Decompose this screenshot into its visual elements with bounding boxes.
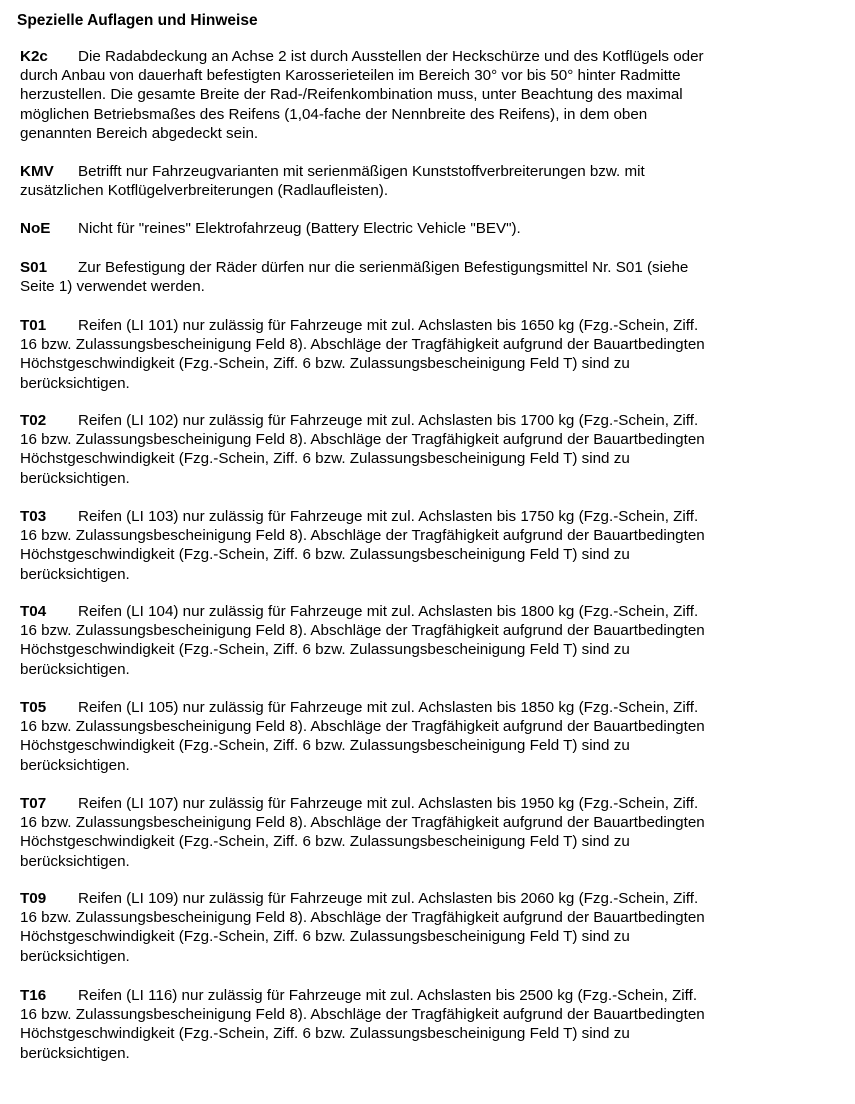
entry-text: Betrifft nur Fahrzeugvarianten mit serienmäßigen Kunststoffverbreiterungen bzw. mit (78, 163, 645, 180)
entry-line (20, 602, 810, 621)
entry-code: T16 (20, 987, 47, 1004)
entry-line: Höchstgeschwindigkeit (Fzg.-Schein, Ziff. 6 bzw. Zulassungsbescheinigung Feld T) sind zu (20, 450, 630, 468)
entry-line: 16 bzw. Zulassungsbescheinigung Feld 8). Abschläge der Tragfähigkeit aufgrund der Bauartbedingten (20, 1006, 705, 1024)
entry-line: herzustellen. Die gesamte Breite der Rad-/Reifenkombination muss, unter Beachtung des maximal (20, 86, 683, 104)
entry-code: S01 (20, 259, 48, 276)
entry-line: Höchstgeschwindigkeit (Fzg.-Schein, Ziff. 6 bzw. Zulassungsbescheinigung Feld T) sind zu (20, 546, 630, 564)
entry-line: durch Anbau von dauerhaft befestigten Karosserieteilen im Bereich 30° vor bis 50° hinter Radmitte (20, 67, 681, 85)
entry-text: Reifen (LI 103) nur zulässig für Fahrzeuge mit zul. Achslasten bis 1750 kg (Fzg.-Schein, Ziff. (78, 508, 699, 525)
entry-line (20, 794, 810, 813)
entry-line (20, 986, 810, 1005)
note-entry-t16 (20, 986, 810, 1063)
entry-line: Höchstgeschwindigkeit (Fzg.-Schein, Ziff. 6 bzw. Zulassungsbescheinigung Feld T) sind zu (20, 928, 630, 946)
entry-line: berücksichtigen. (20, 1044, 130, 1062)
note-entry-t07 (20, 794, 810, 871)
note-entry-t09 (20, 889, 810, 966)
entry-code: T02 (20, 412, 47, 429)
entry-text: Die Radabdeckung an Achse 2 ist durch Ausstellen der Heckschürze und des Kotflügels oder (78, 48, 704, 65)
entry-line: Höchstgeschwindigkeit (Fzg.-Schein, Ziff. 6 bzw. Zulassungsbescheinigung Feld T) sind zu (20, 737, 630, 755)
entry-line: 16 bzw. Zulassungsbescheinigung Feld 8). Abschläge der Tragfähigkeit aufgrund der Bauartbedingten (20, 431, 705, 449)
entry-line: möglichen Betriebsmaßes des Reifens (1,04-fache der Nennbreite des Reifens), in dem oben (20, 105, 648, 123)
entry-line: Seite 1) verwendet werden. (20, 278, 205, 296)
entry-line (20, 507, 810, 526)
note-entry-t03 (20, 507, 810, 584)
entry-line (20, 316, 810, 335)
entry-line (20, 698, 810, 717)
note-entry-t01 (20, 316, 810, 393)
entry-code: T04 (20, 603, 47, 620)
page-heading: Spezielle Auflagen und Hinweise (17, 12, 258, 29)
entry-line: 16 bzw. Zulassungsbescheinigung Feld 8). Abschläge der Tragfähigkeit aufgrund der Bauartbedingten (20, 527, 705, 545)
entry-line: zusätzlichen Kotflügelverbreiterungen (Radlaufleisten). (20, 182, 389, 200)
note-entry-t04 (20, 602, 810, 679)
entry-line: berücksichtigen. (20, 565, 130, 583)
entry-text: Reifen (LI 116) nur zulässig für Fahrzeuge mit zul. Achslasten bis 2500 kg (Fzg.-Schein, Ziff. (78, 987, 698, 1004)
entry-line: 16 bzw. Zulassungsbescheinigung Feld 8). Abschläge der Tragfähigkeit aufgrund der Bauartbedingten (20, 336, 705, 354)
entry-code: K2c (20, 48, 48, 65)
entry-text: Reifen (LI 101) nur zulässig für Fahrzeuge mit zul. Achslasten bis 1650 kg (Fzg.-Schein, Ziff. (78, 317, 699, 334)
entry-code: NoE (20, 220, 51, 237)
entry-code: KMV (20, 163, 54, 180)
entry-code: T07 (20, 795, 47, 812)
entry-line: 16 bzw. Zulassungsbescheinigung Feld 8). Abschläge der Tragfähigkeit aufgrund der Bauartbedingten (20, 622, 705, 640)
entry-line (20, 889, 810, 908)
entry-line (20, 258, 810, 277)
note-entry-s01 (20, 258, 810, 296)
entry-line: 16 bzw. Zulassungsbescheinigung Feld 8). Abschläge der Tragfähigkeit aufgrund der Bauartbedingten (20, 814, 705, 832)
entry-code: T05 (20, 699, 47, 716)
entry-text: Reifen (LI 105) nur zulässig für Fahrzeuge mit zul. Achslasten bis 1850 kg (Fzg.-Schein, Ziff. (78, 699, 699, 716)
entry-line (20, 411, 810, 430)
entry-text: Reifen (LI 107) nur zulässig für Fahrzeuge mit zul. Achslasten bis 1950 kg (Fzg.-Schein, Ziff. (78, 795, 699, 812)
entry-line: 16 bzw. Zulassungsbescheinigung Feld 8). Abschläge der Tragfähigkeit aufgrund der Bauartbedingten (20, 718, 705, 736)
entry-text: Zur Befestigung der Räder dürfen nur die serienmäßigen Befestigungsmittel Nr. S01 (siehe (78, 259, 689, 276)
entry-line (20, 47, 810, 66)
note-entry-t02 (20, 411, 810, 488)
entry-code: T09 (20, 890, 47, 907)
entry-line: Höchstgeschwindigkeit (Fzg.-Schein, Ziff. 6 bzw. Zulassungsbescheinigung Feld T) sind zu (20, 355, 630, 373)
note-entry-k2c (20, 47, 810, 143)
entry-text: Reifen (LI 104) nur zulässig für Fahrzeuge mit zul. Achslasten bis 1800 kg (Fzg.-Schein, Ziff. (78, 603, 699, 620)
entry-line (20, 162, 810, 181)
entry-line: berücksichtigen. (20, 756, 130, 774)
entry-text: Reifen (LI 102) nur zulässig für Fahrzeuge mit zul. Achslasten bis 1700 kg (Fzg.-Schein, Ziff. (78, 412, 699, 429)
note-entry-kmv (20, 162, 810, 200)
entry-line: berücksichtigen. (20, 374, 130, 392)
entry-text: Reifen (LI 109) nur zulässig für Fahrzeuge mit zul. Achslasten bis 2060 kg (Fzg.-Schein, Ziff. (78, 890, 699, 907)
entry-code: T03 (20, 508, 47, 525)
entry-line: 16 bzw. Zulassungsbescheinigung Feld 8). Abschläge der Tragfähigkeit aufgrund der Bauartbedingten (20, 909, 705, 927)
entry-line: berücksichtigen. (20, 947, 130, 965)
entry-line: berücksichtigen. (20, 469, 130, 487)
entry-text: Nicht für "reines" Elektrofahrzeug (Battery Electric Vehicle "BEV"). (78, 220, 521, 237)
entry-code: T01 (20, 317, 47, 334)
note-entry-noe (20, 219, 810, 238)
entry-line: berücksichtigen. (20, 660, 130, 678)
entry-line (20, 219, 810, 238)
entry-line: berücksichtigen. (20, 852, 130, 870)
entry-line: Höchstgeschwindigkeit (Fzg.-Schein, Ziff. 6 bzw. Zulassungsbescheinigung Feld T) sind zu (20, 641, 630, 659)
entry-line: genannten Bereich abgedeckt sein. (20, 124, 259, 142)
entry-line: Höchstgeschwindigkeit (Fzg.-Schein, Ziff. 6 bzw. Zulassungsbescheinigung Feld T) sind zu (20, 1025, 630, 1043)
note-entry-t05 (20, 698, 810, 775)
entry-line: Höchstgeschwindigkeit (Fzg.-Schein, Ziff. 6 bzw. Zulassungsbescheinigung Feld T) sind zu (20, 833, 630, 851)
